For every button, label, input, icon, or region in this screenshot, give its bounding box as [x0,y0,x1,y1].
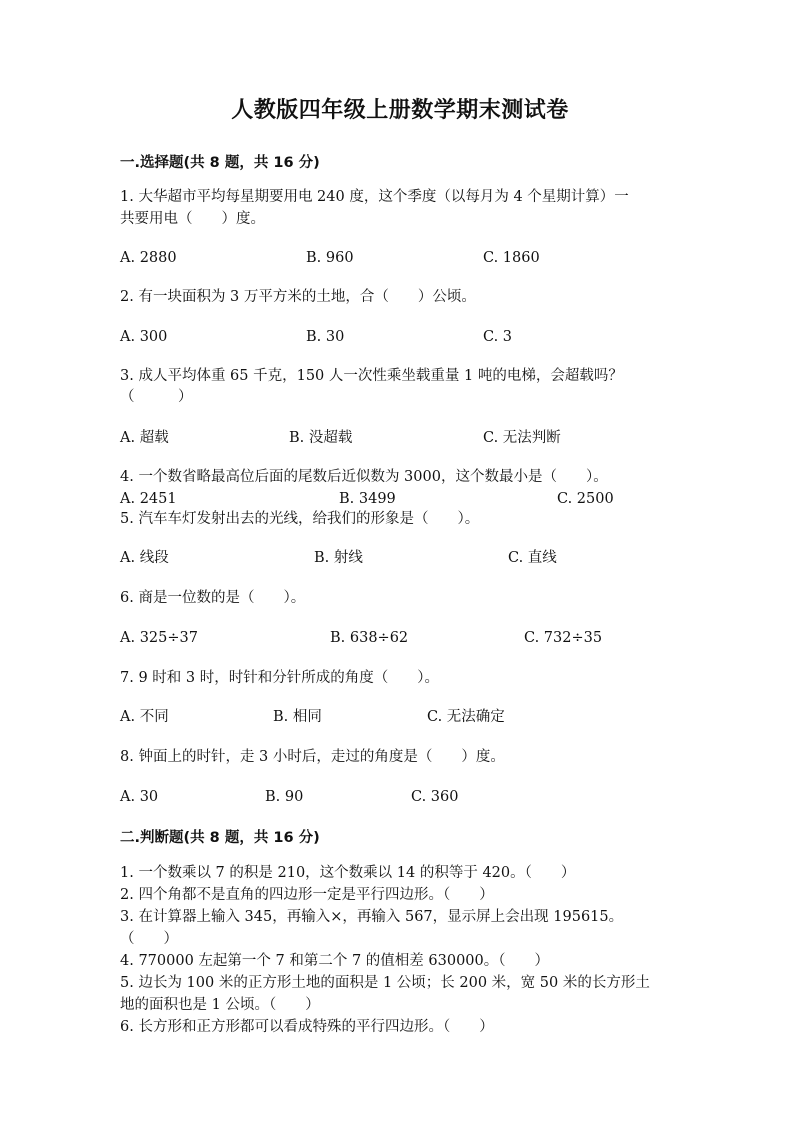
question-1-option-b: B. 960 [306,250,354,266]
question-4-option-b: B. 3499 [339,491,396,507]
question-7-option-a: A. 不同 [120,709,169,725]
question-5-line-1: 5. 汽车车灯发射出去的光线，给我们的形象是（ ）。 [120,511,480,527]
section-heading-judgement: 二.判断题(共 8 题，共 16 分) [120,830,320,846]
question-2-option-a: A. 300 [120,329,168,345]
question-7-option-c: C. 无法确定 [427,709,505,725]
question-8-option-a: A. 30 [120,789,159,805]
page-title: 人教版四年级上册数学期末测试卷 [231,97,569,123]
question-3-option-a: A. 超载 [120,430,169,446]
question-1-line-1: 1. 大华超市平均每星期要用电 240 度，这个季度（以每月为 4 个星期计算）一 [120,189,629,205]
judgement-line-6: 5. 边长为 100 米的正方形土地的面积是 1 公顷；长 200 米，宽 50 米的长方形土 [120,975,650,991]
question-5-option-c: C. 直线 [508,550,557,566]
section-heading-choice: 一.选择题(共 8 题，共 16 分) [120,155,320,171]
question-8-option-b: B. 90 [265,789,304,805]
question-5-option-b: B. 射线 [314,550,363,566]
question-4-line-1: 4. 一个数省略最高位后面的尾数后近似数为 3000，这个数最小是（ ）。 [120,469,608,485]
judgement-line-5: 4. 770000 左起第一个 7 和第二个 7 的值相差 630000。（ ） [120,953,550,969]
judgement-line-4: （ ） [120,931,178,947]
question-6-option-a: A. 325÷37 [120,630,198,646]
question-3-line-2: （ ） [120,389,193,405]
question-8-option-c: C. 360 [411,789,459,805]
judgement-line-2: 2. 四个角都不是直角的四边形一定是平行四边形。（ ） [120,887,494,903]
question-3-line-1: 3. 成人平均体重 65 千克，150 人一次性乘坐载重量 1 吨的电梯，会超载吗？ [120,368,623,384]
question-5-option-a: A. 线段 [120,550,169,566]
question-6-option-c: C. 732÷35 [524,630,603,646]
question-2-option-b: B. 30 [306,329,345,345]
question-4-option-a: A. 2451 [120,491,177,507]
question-1-line-2: 共要用电（ ）度。 [120,211,265,227]
question-1-option-a: A. 2880 [120,250,177,266]
question-3-option-b: B. 没超载 [289,430,353,446]
question-2-line-1: 2. 有一块面积为 3 万平方米的土地，合（ ）公顷。 [120,289,476,305]
question-8-line-1: 8. 钟面上的时针，走 3 小时后，走过的角度是（ ）度。 [120,749,505,765]
judgement-line-1: 1. 一个数乘以 7 的积是 210，这个数乘以 14 的积等于 420。（ ） [120,865,576,881]
judgement-line-8: 6. 长方形和正方形都可以看成特殊的平行四边形。（ ） [120,1019,494,1035]
question-7-option-b: B. 相同 [273,709,322,725]
question-3-option-c: C. 无法判断 [483,430,561,446]
question-2-option-c: C. 3 [483,329,513,345]
question-4-option-c: C. 2500 [557,491,614,507]
question-6-option-b: B. 638÷62 [330,630,409,646]
question-1-option-c: C. 1860 [483,250,540,266]
question-7-line-1: 7. 9 时和 3 时，时针和分针所成的角度（ ）。 [120,670,439,686]
judgement-line-3: 3. 在计算器上输入 345，再输入×，再输入 567，显示屏上会出现 195615。 [120,909,624,925]
question-6-line-1: 6. 商是一位数的是（ ）。 [120,590,306,606]
judgement-line-7: 地的面积也是 1 公顷。（ ） [120,997,320,1013]
